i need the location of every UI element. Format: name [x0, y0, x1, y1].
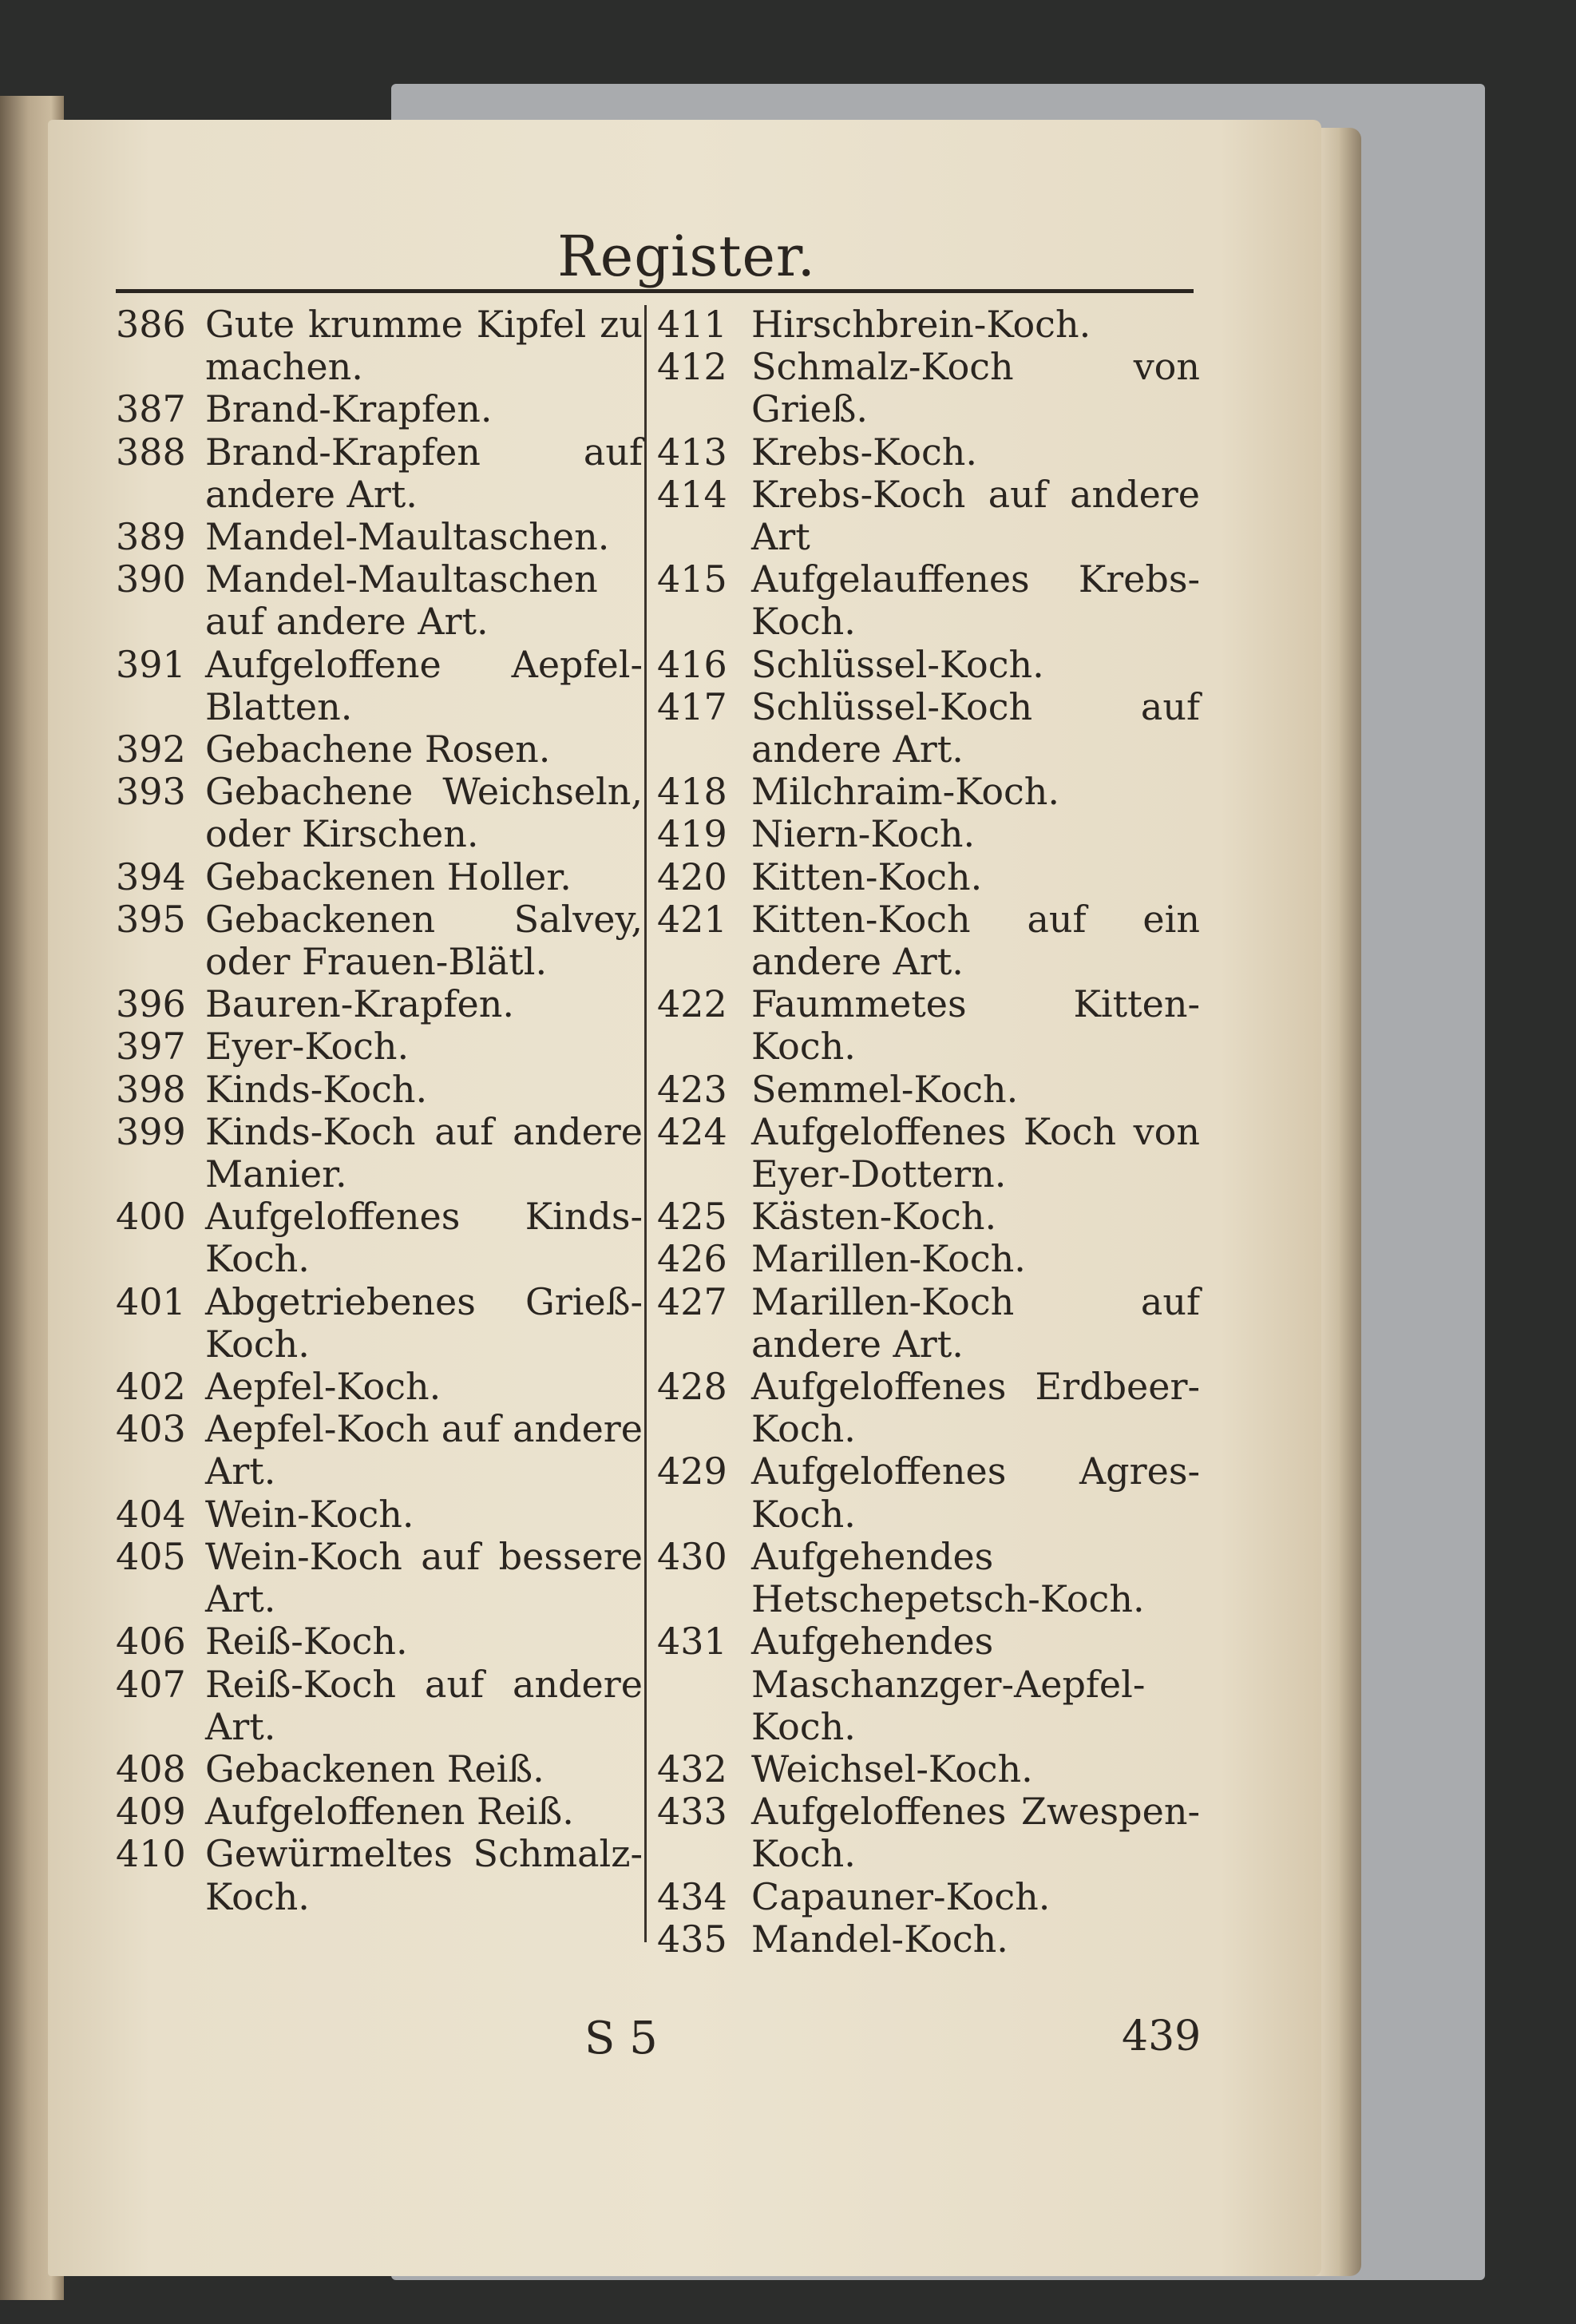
book-page — [48, 120, 1321, 2276]
entry-number: 421 — [657, 897, 727, 941]
index-entry — [116, 856, 643, 898]
entry-number: 433 — [657, 1790, 727, 1834]
index-entry — [657, 1748, 1200, 1791]
index-entry — [116, 1536, 643, 1620]
entry-title: Aepfel-Koch auf andere Art. — [205, 1407, 643, 1493]
entry-title: Niern-Koch. — [751, 812, 976, 856]
index-entry — [657, 644, 1200, 686]
entry-number: 417 — [657, 684, 727, 728]
index-entry — [657, 813, 1200, 855]
entry-title: Schlüssel-Koch auf andere Art. — [751, 684, 1200, 771]
index-entry — [116, 1111, 643, 1196]
index-column-right — [657, 303, 1200, 1961]
entry-number: 408 — [116, 1747, 186, 1791]
entry-number: 401 — [116, 1279, 186, 1323]
index-entry — [116, 388, 643, 430]
index-entry — [657, 303, 1200, 346]
entry-title: Aufgeloffenes Koch von Eyer-Dottern. — [751, 1109, 1200, 1196]
entry-title: Gebachene Weichseln, oder Kirschen. — [205, 770, 643, 856]
index-entry — [116, 983, 643, 1025]
entry-title: Aufgelauffenes Krebs-Koch. — [751, 557, 1200, 644]
index-entry — [116, 1664, 643, 1748]
index-entry — [116, 1025, 643, 1068]
entry-title: Krebs-Koch auf andere Art — [751, 472, 1200, 559]
entry-title: Gebackenen Holler. — [205, 855, 572, 898]
entry-number: 406 — [116, 1620, 186, 1664]
index-entry — [657, 431, 1200, 474]
entry-number: 399 — [116, 1109, 186, 1153]
entry-title: Wein-Koch. — [205, 1492, 414, 1536]
entry-title: Reiß-Koch auf andere Art. — [205, 1662, 643, 1748]
entry-title: Schmalz-Koch von Grieß. — [751, 345, 1200, 431]
entry-number: 427 — [657, 1279, 727, 1323]
index-entry — [657, 686, 1200, 771]
entry-number: 409 — [116, 1790, 186, 1834]
entry-number: 411 — [657, 303, 727, 346]
entry-number: 435 — [657, 1917, 727, 1961]
entry-number: 420 — [657, 855, 727, 898]
entry-title: Mandel-Koch. — [751, 1917, 1008, 1961]
index-entry — [657, 1196, 1200, 1238]
entry-title: Gute krumme Kipfel zu machen. — [205, 303, 643, 389]
entry-number: 388 — [116, 430, 186, 474]
index-entry — [116, 1069, 643, 1111]
entry-title: Wein-Koch auf bessere Art. — [205, 1534, 643, 1621]
index-entry — [116, 1620, 643, 1663]
entry-title: Gebackenen Reiß. — [205, 1747, 544, 1791]
entry-title: Capauner-Koch. — [751, 1874, 1051, 1918]
entry-number: 396 — [116, 982, 186, 1026]
entry-number: 394 — [116, 855, 186, 898]
entry-number: 390 — [116, 557, 186, 601]
entry-number: 429 — [657, 1450, 727, 1493]
index-entry — [657, 1876, 1200, 1918]
entry-number: 392 — [116, 728, 186, 771]
index-entry — [657, 1281, 1200, 1366]
entry-number: 397 — [116, 1025, 186, 1069]
page-number: 439 — [1122, 2013, 1202, 2060]
signature-mark: S 5 — [584, 2013, 658, 2064]
index-entry — [116, 1196, 643, 1280]
entry-title: Kinds-Koch auf andere Manier. — [205, 1109, 643, 1196]
entry-title: Kästen-Koch. — [751, 1195, 997, 1239]
entry-title: Bauren-Krapfen. — [205, 982, 514, 1026]
index-entry — [116, 1366, 643, 1408]
entry-title: Kitten-Koch auf ein andere Art. — [751, 897, 1200, 984]
index-entry — [657, 1620, 1200, 1748]
entry-title: Gewürmeltes Schmalz-Koch. — [205, 1832, 643, 1918]
index-entry — [116, 898, 643, 983]
index-entry — [657, 1069, 1200, 1111]
entry-number: 426 — [657, 1237, 727, 1281]
entry-title: Gebachene Rosen. — [205, 728, 551, 771]
entry-title: Schlüssel-Koch. — [751, 642, 1044, 686]
entry-title: Krebs-Koch. — [751, 430, 978, 474]
index-entry — [657, 558, 1200, 643]
entry-number: 425 — [657, 1195, 727, 1239]
entry-title: Marillen-Koch auf andere Art. — [751, 1279, 1200, 1366]
index-entry — [657, 1111, 1200, 1196]
entry-title: Aufgeloffenes Agres-Koch. — [751, 1450, 1200, 1536]
index-entry — [657, 898, 1200, 983]
entry-number: 387 — [116, 387, 186, 431]
entry-number: 428 — [657, 1365, 727, 1409]
entry-title: Aepfel-Koch. — [205, 1365, 442, 1409]
index-entry — [657, 1536, 1200, 1620]
entry-title: Aufgehendes Maschanzger-Aepfel-Koch. — [751, 1620, 1146, 1748]
entry-number: 393 — [116, 770, 186, 814]
index-column-left — [116, 303, 643, 1918]
entry-number: 402 — [116, 1365, 186, 1409]
index-entry — [116, 1833, 643, 1917]
entry-number: 413 — [657, 430, 727, 474]
entry-title: Kitten-Koch. — [751, 855, 983, 898]
entry-title: Eyer-Koch. — [205, 1025, 410, 1069]
entry-title: Kinds-Koch. — [205, 1067, 428, 1111]
index-entry — [116, 1748, 643, 1791]
entry-number: 405 — [116, 1534, 186, 1578]
entry-number: 430 — [657, 1534, 727, 1578]
entry-number: 418 — [657, 770, 727, 814]
index-entry — [116, 1408, 643, 1493]
entry-title: Abgetriebenes Grieß-Koch. — [205, 1279, 643, 1366]
entry-number: 398 — [116, 1067, 186, 1111]
index-entry — [116, 303, 643, 388]
entry-number: 431 — [657, 1620, 727, 1664]
entry-title: Brand-Krapfen. — [205, 387, 493, 431]
column-divider — [644, 305, 647, 1942]
entry-number: 419 — [657, 812, 727, 856]
entry-number: 412 — [657, 345, 727, 389]
entry-number: 432 — [657, 1747, 727, 1791]
entry-number: 422 — [657, 982, 727, 1026]
entry-title: Milchraim-Koch. — [751, 770, 1060, 814]
entry-title: Mandel-Maultaschen auf andere Art. — [205, 557, 598, 644]
entry-number: 404 — [116, 1492, 186, 1536]
entry-title: Aufgeloffenes Zwespen-Koch. — [751, 1790, 1200, 1876]
index-entry — [657, 474, 1200, 558]
index-entry — [657, 771, 1200, 813]
entry-title: Faummetes Kitten-Koch. — [751, 982, 1200, 1069]
entry-number: 400 — [116, 1195, 186, 1239]
entry-title: Aufgeloffenes Erdbeer-Koch. — [751, 1365, 1200, 1451]
entry-title: Mandel-Maultaschen. — [205, 515, 610, 559]
entry-number: 410 — [116, 1832, 186, 1876]
index-entry — [116, 728, 643, 771]
entry-number: 415 — [657, 557, 727, 601]
entry-number: 414 — [657, 472, 727, 516]
index-entry — [657, 1238, 1200, 1280]
entry-title: Aufgehendes Hetschepetsch-Koch. — [751, 1534, 1145, 1621]
index-entry — [657, 346, 1200, 430]
index-entry — [657, 1450, 1200, 1535]
entry-title: Aufgeloffene Aepfel-Blatten. — [205, 642, 643, 728]
index-entry — [657, 1918, 1200, 1961]
entry-number: 395 — [116, 897, 186, 941]
entry-title: Hirschbrein-Koch. — [751, 303, 1091, 346]
entry-number: 423 — [657, 1067, 727, 1111]
index-entry — [116, 516, 643, 558]
index-entry — [116, 558, 643, 643]
entry-title: Reiß-Koch. — [205, 1620, 408, 1664]
entry-title: Gebackenen Salvey, oder Frauen-Blätl. — [205, 897, 643, 984]
entry-number: 391 — [116, 642, 186, 686]
entry-title: Marillen-Koch. — [751, 1237, 1026, 1281]
entry-title: Aufgeloffenes Kinds-Koch. — [205, 1195, 643, 1281]
entry-title: Semmel-Koch. — [751, 1067, 1019, 1111]
page-header: Register. — [557, 224, 816, 289]
index-entry — [657, 856, 1200, 898]
index-entry — [116, 771, 643, 855]
index-entry — [116, 644, 643, 728]
entry-number: 386 — [116, 303, 186, 346]
entry-number: 407 — [116, 1662, 186, 1706]
index-entry — [116, 1791, 643, 1833]
entry-number: 434 — [657, 1874, 727, 1918]
index-entry — [116, 1493, 643, 1536]
entry-title: Brand-Krapfen auf andere Art. — [205, 430, 643, 516]
entry-number: 389 — [116, 515, 186, 559]
index-entry — [657, 983, 1200, 1068]
index-entry — [116, 431, 643, 516]
entry-number: 416 — [657, 642, 727, 686]
index-entry — [657, 1366, 1200, 1450]
index-entry — [116, 1281, 643, 1366]
index-entry — [657, 1791, 1200, 1875]
entry-title: Weichsel-Koch. — [751, 1747, 1033, 1791]
entry-number: 424 — [657, 1109, 727, 1153]
entry-title: Aufgeloffenen Reiß. — [205, 1790, 574, 1834]
header-rule — [116, 289, 1194, 293]
entry-number: 403 — [116, 1407, 186, 1451]
